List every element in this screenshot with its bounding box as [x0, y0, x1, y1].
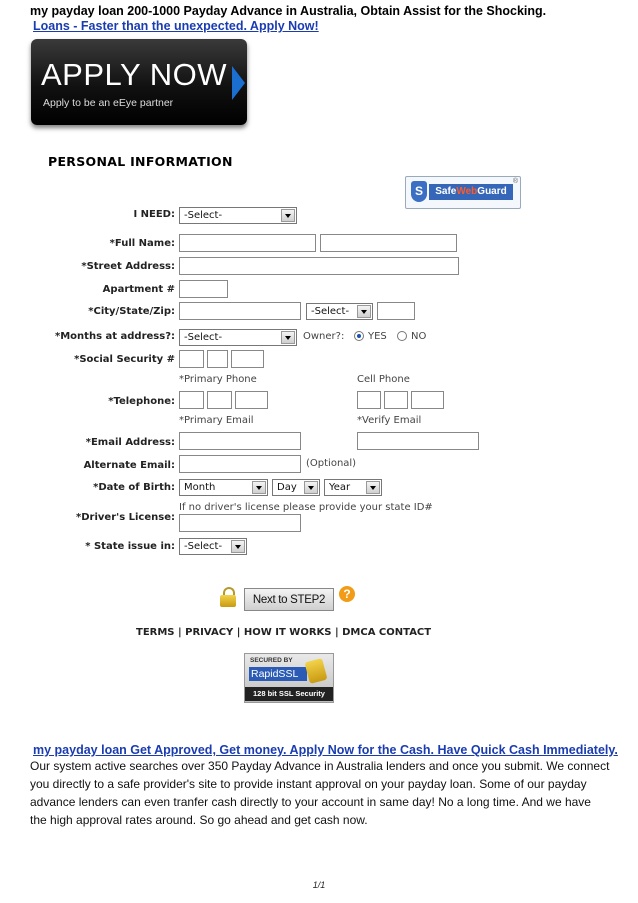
page-number: 1/1	[312, 880, 326, 890]
months-label: *Months at address?:	[55, 331, 175, 342]
phone-prefix-field[interactable]	[207, 391, 232, 409]
street-label: *Street Address:	[81, 261, 175, 272]
ssn-label: *Social Security #	[74, 354, 175, 365]
street-address-field[interactable]	[179, 257, 459, 275]
article-link[interactable]: my payday loan Get Approved, Get money. Apply Now for the Cash. Have Quick Cash Immediately.	[33, 743, 618, 757]
ssn-part1-field[interactable]	[179, 350, 204, 368]
nav-separator: |	[334, 627, 343, 638]
alt-email-label: Alternate Email:	[83, 460, 175, 471]
verify-email-field[interactable]	[357, 432, 479, 450]
nav-separator: |	[236, 627, 244, 638]
phone-line-field[interactable]	[235, 391, 268, 409]
city-field[interactable]	[179, 302, 301, 320]
dob-month-select[interactable]: Month	[179, 479, 268, 496]
last-name-field[interactable]	[320, 234, 457, 252]
chevron-down-icon	[281, 209, 295, 222]
section-title: PERSONAL INFORMATION	[48, 154, 233, 169]
apply-now-sublabel: Apply to be an eEye partner	[43, 97, 174, 109]
next-step-button[interactable]: Next to STEP2	[244, 588, 334, 611]
ssl-strength: 128 bit SSL Security	[245, 687, 333, 701]
telephone-label: *Telephone:	[108, 396, 175, 407]
phone-area-field[interactable]	[179, 391, 204, 409]
article-body: Our system active searches over 350 Payday Advance in Australia lenders and once you submit. We connect you directly to a safe provider's site to provide instant approval on your payday loan. Some of our payday advance lenders can even tranfer cash directly to your account in same day! No a long time. And we have the high approval rates around. So go ahead and get cash now.	[30, 759, 610, 827]
padlock-icon	[304, 658, 327, 684]
safewebguard-text: SafeWebGuard	[429, 184, 513, 200]
dob-year-select[interactable]: Year	[324, 479, 382, 496]
registered-mark: ®	[512, 178, 518, 185]
license-label: *Driver's License:	[76, 512, 175, 523]
arrow-right-icon	[232, 66, 245, 100]
first-name-field[interactable]	[179, 234, 316, 252]
owner-label: Owner?:	[303, 331, 345, 342]
chevron-down-icon	[281, 331, 295, 344]
apartment-label: Apartment #	[102, 284, 175, 295]
state-select[interactable]: -Select-	[306, 303, 373, 320]
state-issue-label: * State issue in:	[85, 541, 175, 552]
nav-separator: |	[178, 627, 186, 638]
chevron-down-icon	[304, 481, 318, 494]
ssn-part2-field[interactable]	[207, 350, 228, 368]
how-it-works-link[interactable]: HOW IT WORKS	[243, 627, 332, 638]
ssl-brand: RapidSSL	[249, 667, 307, 681]
optional-hint: (Optional)	[306, 458, 357, 469]
owner-no-radio[interactable]	[397, 331, 407, 341]
license-field[interactable]	[179, 514, 301, 532]
license-note: If no driver's license please provide your state ID#	[179, 502, 433, 513]
lock-icon	[220, 587, 236, 607]
primary-phone-hint: *Primary Phone	[179, 374, 257, 385]
safewebguard-badge	[405, 176, 521, 209]
cell-area-field[interactable]	[357, 391, 381, 409]
verify-email-hint: *Verify Email	[357, 415, 422, 426]
need-select[interactable]: -Select-	[179, 207, 297, 224]
chevron-down-icon	[231, 540, 245, 553]
cell-line-field[interactable]	[411, 391, 444, 409]
email-field[interactable]	[179, 432, 301, 450]
zip-field[interactable]	[377, 302, 415, 320]
page-title: my payday loan 200-1000 Payday Advance in Australia, Obtain Assist for the Shocking.	[30, 4, 547, 18]
owner-yes-label: YES	[368, 331, 387, 342]
terms-link[interactable]: TERMS	[136, 627, 175, 638]
cell-phone-hint: Cell Phone	[357, 374, 410, 385]
city-state-zip-label: *City/State/Zip:	[88, 306, 175, 317]
state-issue-select[interactable]: -Select-	[179, 538, 247, 555]
months-select[interactable]: -Select-	[179, 329, 297, 346]
header-link[interactable]: Loans - Faster than the unexpected. Apply Now!	[33, 19, 319, 33]
cell-prefix-field[interactable]	[384, 391, 408, 409]
need-label: I NEED:	[133, 209, 175, 220]
chevron-down-icon	[357, 305, 371, 318]
ssn-part3-field[interactable]	[231, 350, 264, 368]
ssl-secured-by: SECURED BY	[250, 657, 293, 664]
privacy-link[interactable]: PRIVACY	[185, 627, 234, 638]
footer-nav	[136, 627, 431, 638]
email-label: *Email Address:	[85, 437, 175, 448]
rapidssl-badge	[244, 653, 334, 703]
apply-now-banner[interactable]	[31, 39, 247, 125]
dob-label: *Date of Birth:	[93, 482, 175, 493]
apply-now-label: APPLY NOW	[41, 57, 227, 92]
dob-day-select[interactable]: Day	[272, 479, 320, 496]
shield-icon: S	[411, 181, 427, 202]
alt-email-field[interactable]	[179, 455, 301, 473]
help-icon[interactable]: ?	[339, 586, 355, 602]
primary-email-hint: *Primary Email	[179, 415, 254, 426]
full-name-label: *Full Name:	[109, 238, 175, 249]
owner-no-label: NO	[411, 331, 427, 342]
owner-yes-radio[interactable]	[354, 331, 364, 341]
chevron-down-icon	[252, 481, 266, 494]
apartment-field[interactable]	[179, 280, 228, 298]
dmca-contact-link[interactable]: DMCA CONTACT	[342, 627, 432, 638]
chevron-down-icon	[366, 481, 380, 494]
